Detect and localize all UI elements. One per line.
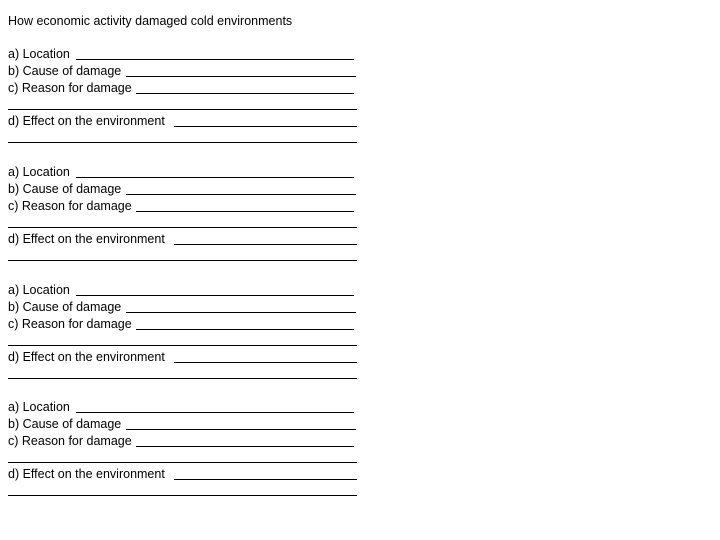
reason-continuation-line[interactable] <box>8 345 357 346</box>
location-answer-line[interactable] <box>76 59 354 60</box>
location-row <box>8 282 358 299</box>
cause-label: b) Cause of damage <box>8 181 124 198</box>
effect-continuation-line[interactable] <box>8 260 357 261</box>
cause-answer-line[interactable] <box>126 429 356 430</box>
reason-label: c) Reason for damage <box>8 316 135 333</box>
location-label: a) Location <box>8 46 73 63</box>
cause-answer-line[interactable] <box>126 194 356 195</box>
cause-row <box>8 63 358 80</box>
cause-label: b) Cause of damage <box>8 63 124 80</box>
effect-continuation-line[interactable] <box>8 142 357 143</box>
effect-continuation-row <box>8 366 358 382</box>
reason-continuation-line[interactable] <box>8 227 357 228</box>
effect-row <box>8 349 358 366</box>
reason-row <box>8 198 358 215</box>
effect-row <box>8 231 358 248</box>
cause-row <box>8 299 358 316</box>
cause-label: b) Cause of damage <box>8 299 124 316</box>
effect-continuation-row <box>8 483 358 499</box>
reason-answer-line[interactable] <box>136 329 354 330</box>
cause-row <box>8 181 358 198</box>
effect-label: d) Effect on the environment <box>8 466 168 483</box>
reason-row <box>8 80 358 97</box>
effect-answer-line[interactable] <box>174 362 357 363</box>
cause-answer-line[interactable] <box>126 76 356 77</box>
effect-row <box>8 466 358 483</box>
reason-row <box>8 433 358 450</box>
reason-continuation-row <box>8 97 358 113</box>
effect-answer-line[interactable] <box>174 479 357 480</box>
question-block-3 <box>8 282 358 382</box>
location-label: a) Location <box>8 399 73 416</box>
reason-row <box>8 316 358 333</box>
effect-answer-line[interactable] <box>174 244 357 245</box>
question-block-2 <box>8 164 358 264</box>
reason-answer-line[interactable] <box>136 93 354 94</box>
reason-label: c) Reason for damage <box>8 80 135 97</box>
location-label: a) Location <box>8 164 73 181</box>
effect-answer-line[interactable] <box>174 126 357 127</box>
reason-answer-line[interactable] <box>136 211 354 212</box>
effect-continuation-row <box>8 248 358 264</box>
reason-continuation-row <box>8 450 358 466</box>
reason-label: c) Reason for damage <box>8 433 135 450</box>
question-block-4 <box>8 399 358 499</box>
reason-continuation-line[interactable] <box>8 109 357 110</box>
location-answer-line[interactable] <box>76 295 354 296</box>
location-answer-line[interactable] <box>76 177 354 178</box>
worksheet-title: How economic activity damaged cold environments <box>8 14 293 28</box>
cause-row <box>8 416 358 433</box>
effect-continuation-line[interactable] <box>8 378 357 379</box>
reason-continuation-row <box>8 333 358 349</box>
location-row <box>8 46 358 63</box>
location-answer-line[interactable] <box>76 412 354 413</box>
reason-continuation-line[interactable] <box>8 462 357 463</box>
effect-continuation-row <box>8 130 358 146</box>
reason-label: c) Reason for damage <box>8 198 135 215</box>
effect-label: d) Effect on the environment <box>8 113 168 130</box>
location-row <box>8 164 358 181</box>
location-row <box>8 399 358 416</box>
cause-label: b) Cause of damage <box>8 416 124 433</box>
effect-label: d) Effect on the environment <box>8 349 168 366</box>
cause-answer-line[interactable] <box>126 312 356 313</box>
question-block-1 <box>8 46 358 146</box>
location-label: a) Location <box>8 282 73 299</box>
effect-row <box>8 113 358 130</box>
effect-continuation-line[interactable] <box>8 495 357 496</box>
reason-continuation-row <box>8 215 358 231</box>
effect-label: d) Effect on the environment <box>8 231 168 248</box>
reason-answer-line[interactable] <box>136 446 354 447</box>
